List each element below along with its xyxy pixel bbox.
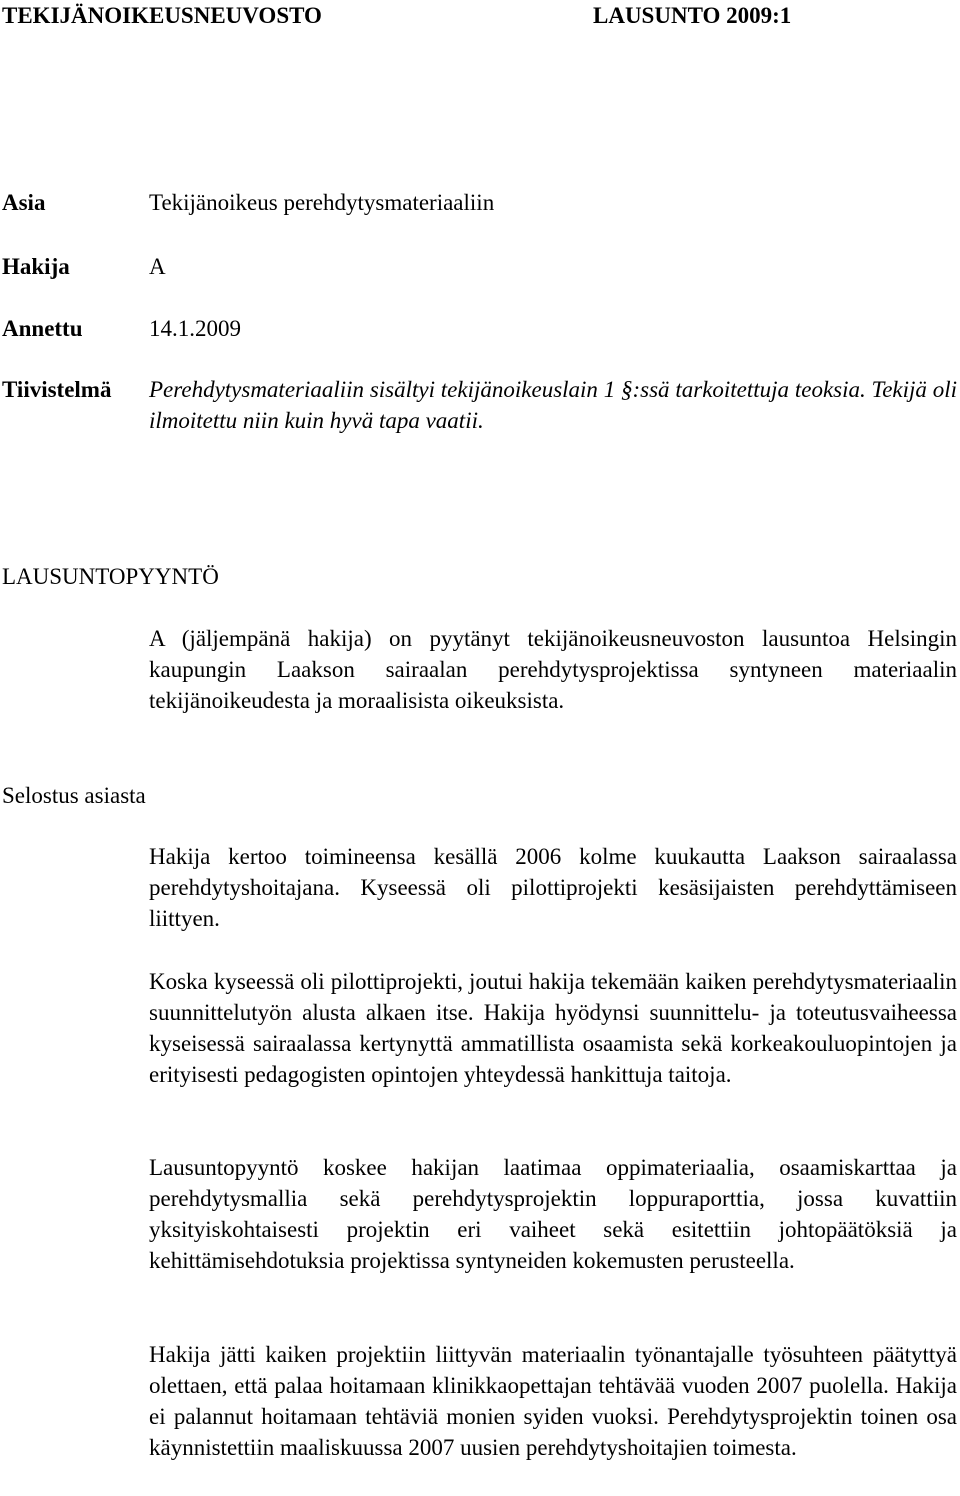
issued-label: Annettu [2,316,83,341]
summary-text: Perehdytysmateriaaliin sisältyi tekijänoikeuslain 1 §:ssä tarkoitettuja teoksia. Tekijä oli ilmoitettu niin kuin hyvä tapa vaatii. [149,377,957,433]
issued-date: 14.1.2009 [149,316,241,341]
organization-name: TEKIJÄNOIKEUSNEUVOSTO [2,3,322,28]
statement-number: LAUSUNTO 2009:1 [593,3,792,28]
subject-label: Asia [2,190,46,215]
facts-paragraph: Hakija kertoo toimineensa kesällä 2006 kolme kuukautta Laakson sairaalassa perehdytyshoitajana. Kyseessä oli pilottiprojekti kesäsijaisten perehdyttämiseen liittyen. [149,844,957,931]
facts-paragraph: Koska kyseessä oli pilottiprojekti, joutui hakija tekemään kaiken perehdytysmateriaalin suunnittelutyön alusta alkaen itse. Hakija hyödynsi suunnittelu- ja toteutusvaiheessa kyseisessä sairaalassa kertynyttä ammatillista osaamista sekä korkeakouluopintojen ja erityisesti pedagogisten opintojen yhteydessä hankittuja taitoja. [149,969,957,1087]
summary-label: Tiivistelmä [2,377,112,402]
subject-value: Tekijänoikeus perehdytysmateriaaliin [149,190,495,215]
request-paragraph: A (jäljempänä hakija) on pyytänyt tekijänoikeusneuvoston lausuntoa Helsingin kaupungin Laakson sairaalan perehdytysprojektissa syntyneen materiaalin tekijänoikeudesta ja moraalisista oikeuksista. [149,626,957,713]
applicant-value: A [149,254,166,279]
applicant-label: Hakija [2,254,70,279]
facts-paragraph: Lausuntopyyntö koskee hakijan laatimaa oppimateriaalia, osaamiskarttaa ja perehdytysmallia sekä perehdytysprojektin loppuraporttia, jossa kuvattiin yksityiskohtaisesti projektin eri vaiheet sekä esitettiin johtopäätöksiä ja kehittämisehdotuksia projektissa syntyneiden kokemusten perusteella. [149,1155,957,1273]
request-heading: LAUSUNTOPYYNTÖ [2,564,219,589]
facts-paragraph: Hakija jätti kaiken projektiin liittyvän materiaalin työnantajalle työsuhteen päätyttyä olettaen, että palaa hoitamaan klinikkaopettajan tehtävää vuoden 2007 puolella. Hakija ei palannut hoitamaan tehtäviä monien syiden vuoksi. Perehdytysprojektin toinen osa käynnistettiin maaliskuussa 2007 uusien perehdytyshoitajien toimesta. [149,1342,957,1460]
facts-heading: Selostus asiasta [2,783,146,808]
